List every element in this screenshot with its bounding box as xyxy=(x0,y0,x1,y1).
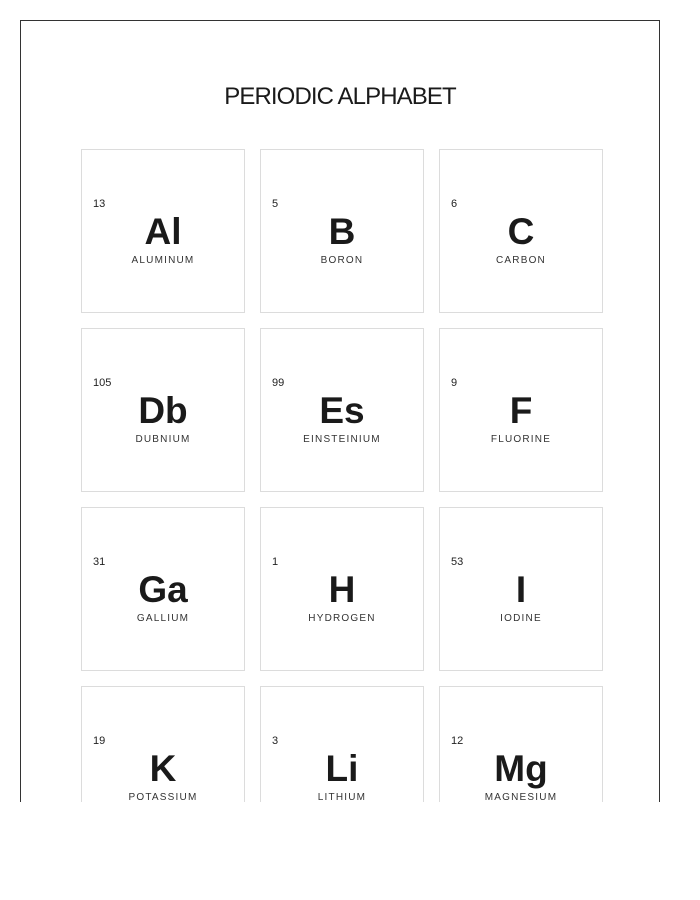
atomic-number: 3 xyxy=(272,735,279,747)
element-tile-mg xyxy=(439,686,603,802)
element-symbol: Mg xyxy=(494,748,548,789)
element-symbol: Al xyxy=(144,211,182,252)
element-symbol: F xyxy=(509,390,533,431)
element-tile-db xyxy=(81,328,245,492)
element-tile-li xyxy=(260,686,424,802)
element-tile-h xyxy=(260,507,424,671)
element-symbol: B xyxy=(328,211,356,252)
atomic-number: 13 xyxy=(93,198,106,210)
element-symbol: Ga xyxy=(138,569,188,610)
atomic-number: 53 xyxy=(451,556,464,568)
atomic-number: 1 xyxy=(272,556,279,568)
atomic-number: 5 xyxy=(272,198,279,210)
element-name: EINSTEINIUM xyxy=(303,434,381,445)
atomic-number: 9 xyxy=(451,377,458,389)
element-tile-ga xyxy=(81,507,245,671)
element-name: BORON xyxy=(320,255,364,266)
element-symbol: Db xyxy=(138,390,188,431)
element-symbol: I xyxy=(515,569,527,610)
element-symbol: C xyxy=(507,211,535,252)
atomic-number: 12 xyxy=(451,735,464,747)
element-grid xyxy=(81,149,603,802)
atomic-number: 6 xyxy=(451,198,458,210)
page-title: PERIODIC ALPHABET xyxy=(224,83,456,110)
element-name: ALUMINUM xyxy=(131,255,195,266)
atomic-number: 31 xyxy=(93,556,106,568)
element-tile-i xyxy=(439,507,603,671)
atomic-number: 19 xyxy=(93,735,106,747)
element-tile-b xyxy=(260,149,424,313)
element-tile-k xyxy=(81,686,245,802)
poster xyxy=(20,20,660,802)
element-name: GALLIUM xyxy=(136,613,190,624)
atomic-number: 99 xyxy=(272,377,285,389)
element-name: HYDROGEN xyxy=(308,613,376,624)
element-symbol: H xyxy=(328,569,356,610)
element-name: CARBON xyxy=(496,255,546,266)
element-tile-al xyxy=(81,149,245,313)
element-name: LITHIUM xyxy=(317,792,367,802)
element-name: MAGNESIUM xyxy=(484,792,558,802)
element-symbol: Es xyxy=(319,390,365,431)
atomic-number: 105 xyxy=(93,377,112,389)
element-name: POTASSIUM xyxy=(128,792,198,802)
element-tile-c xyxy=(439,149,603,313)
element-name: DUBNIUM xyxy=(135,434,191,445)
element-tile-f xyxy=(439,328,603,492)
element-name: FLUORINE xyxy=(490,434,552,445)
element-tile-es xyxy=(260,328,424,492)
element-name: IODINE xyxy=(500,613,542,624)
element-symbol: K xyxy=(149,748,177,789)
element-symbol: Li xyxy=(325,748,359,789)
